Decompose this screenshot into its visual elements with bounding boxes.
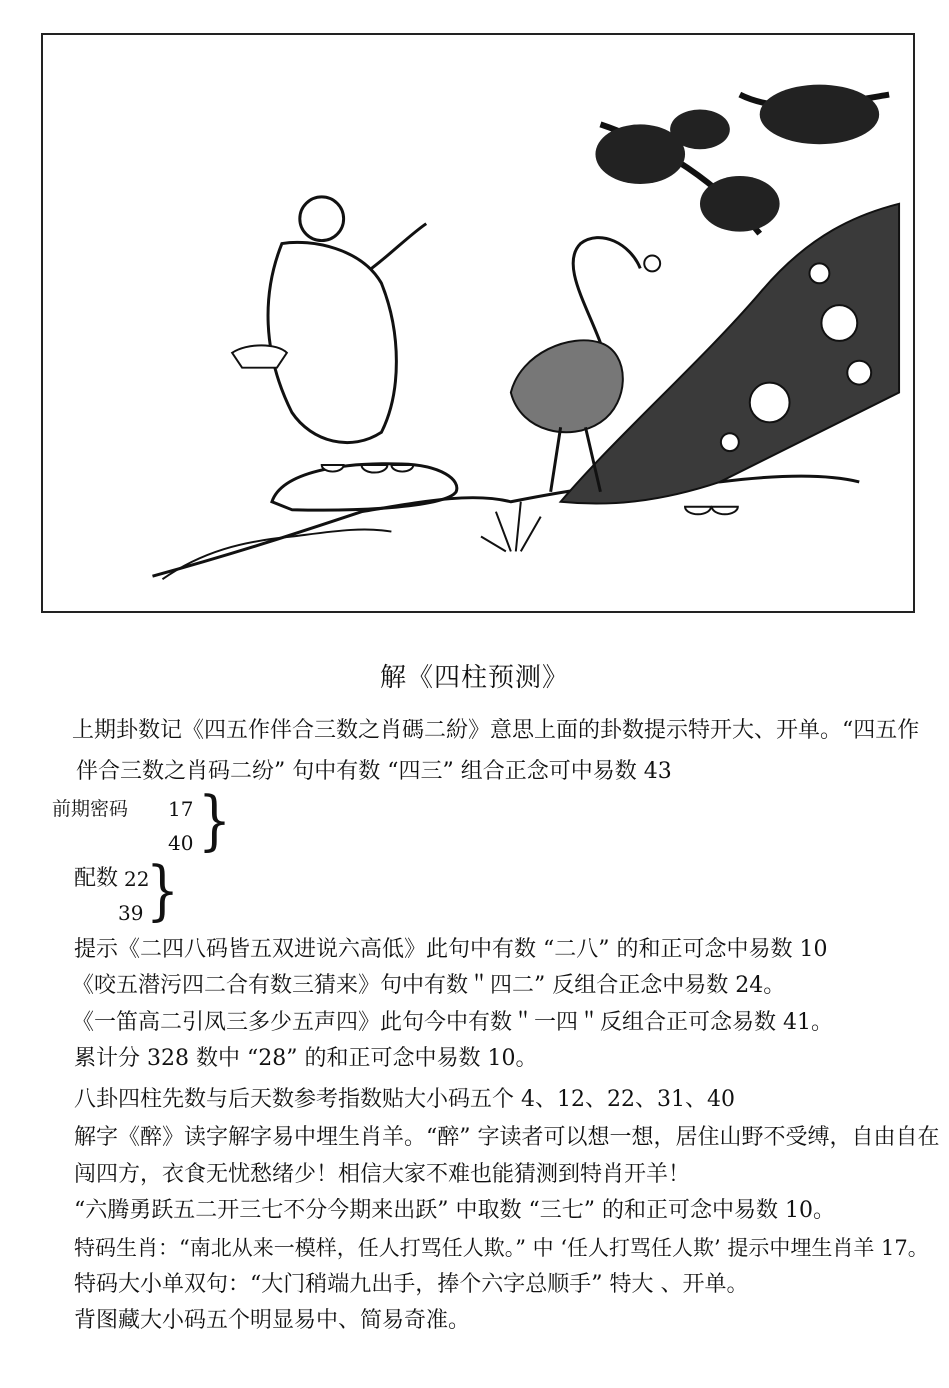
rock-lower	[162, 529, 391, 579]
text-line-12: 特码大小单双句：“大门稍端九出手，捧个六字总顺手” 特大 、开单。	[74, 1272, 749, 1297]
text-line-6: 累计分 328 数中 “28” 的和正可念中易数 10。	[74, 1046, 538, 1071]
text-line-8: 解字《醉》读字解字易中埋生肖羊。“醉” 字读者可以想一想，居住山野不受缚，自由自在	[74, 1125, 940, 1150]
text-line-7: 八卦四柱先数与后天数参考指数贴大小码五个 4、12、22、31、40	[74, 1087, 735, 1112]
monk-robe	[268, 242, 396, 442]
text-line-1: 上期卦数记《四五作伴合三数之肖碼二紛》意思上面的卦数提示特开大、开单。“四五作	[72, 718, 920, 743]
text-line-10: “六腾勇跃五二开三七不分今期来出跃” 中取数 “三七” 的和正可念中易数 10。	[74, 1198, 835, 1223]
text-line-5: 《一笛高二引凤三多少五声四》此句今中有数＂一四＂反组合正可念易数 41。	[72, 1010, 833, 1035]
pair-label: 配数	[74, 866, 119, 891]
pair-value-1: 22	[124, 867, 150, 891]
illustration-frame	[41, 33, 915, 613]
pair-value-2: 39	[118, 901, 144, 925]
page-title: 解《四柱预测》	[379, 663, 569, 693]
pine-needles	[595, 85, 879, 232]
text-line-3: 提示《二四八码皆五双进说六高低》此句中有数 “二八” 的和正可念中易数 10	[74, 937, 828, 962]
monk-head	[300, 197, 344, 241]
text-line-4: 《咬五潜污四二合有数三猜来》句中有数＂四二” 反组合正念中易数 24。	[72, 973, 786, 998]
prev-code-brace: }	[198, 783, 232, 859]
prev-code-value-1: 17	[168, 797, 194, 821]
prev-code-label: 前期密码	[52, 798, 129, 820]
text-line-11: 特码生肖：“南北从来一模样，任人打骂任人欺。” 中 ‘任人打骂任人欺’ 提示中埋生肖羊 17。	[74, 1236, 929, 1260]
text-line-2: 伴合三数之肖码二纷” 句中有数 “四三” 组合正念可中易数 43	[76, 759, 672, 784]
monk-arm	[371, 224, 426, 269]
pair-brace: }	[146, 853, 180, 929]
ground-line	[152, 476, 859, 576]
crane-neck	[573, 238, 640, 343]
monk-basket	[232, 345, 287, 367]
illustration-drawing	[43, 35, 913, 611]
sun-orb	[644, 255, 660, 271]
text-line-9: 闯四方，衣食无忧愁绪少！相信大家不难也能猜测到特肖开羊！	[74, 1162, 691, 1187]
crane-body	[511, 340, 623, 432]
text-line-13: 背图藏大小码五个明显易中、简易奇准。	[74, 1308, 471, 1333]
grass-tuft	[481, 502, 541, 552]
prev-code-value-2: 40	[168, 831, 194, 855]
